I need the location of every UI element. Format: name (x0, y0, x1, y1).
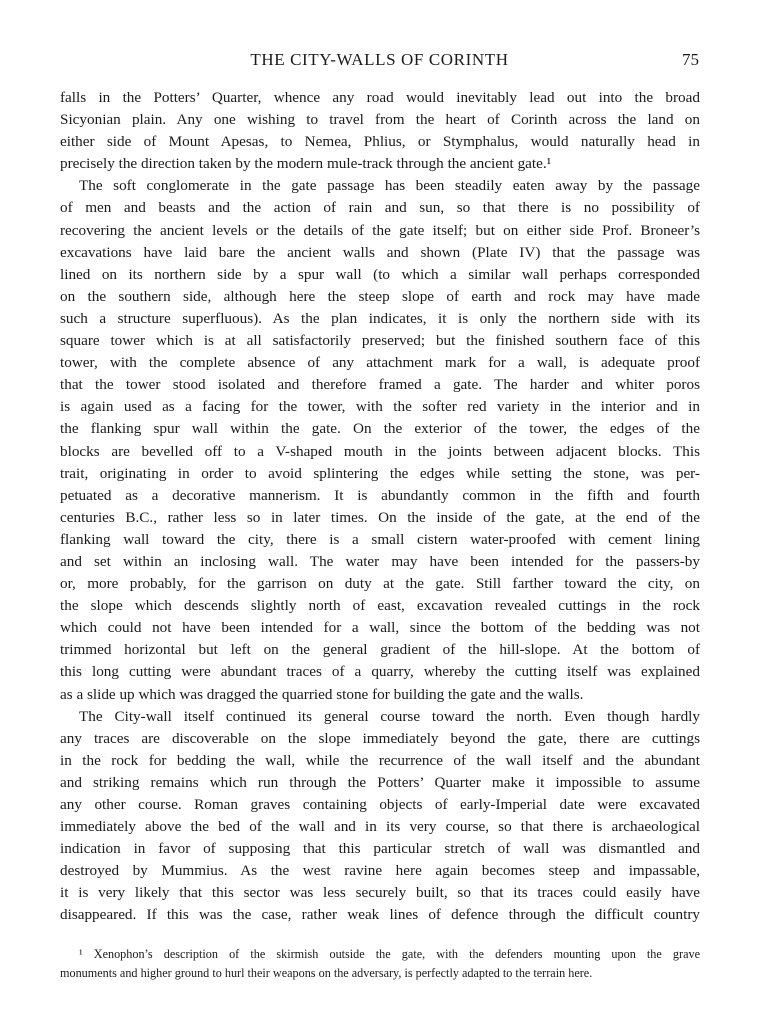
text-line: lined on its northern side by a spur wall (to which a similar wall perhaps corresponded (60, 265, 700, 283)
footnotes (60, 945, 700, 983)
text-line: flanking wall toward the city, there is a small cistern water-proofed with cement lining (60, 530, 700, 548)
text-line: of men and beasts and the action of rain and sun, so that there is no possibility of (60, 199, 700, 217)
text-line: as a slide up which was dragged the quarried stone for building the gate and the walls. (60, 685, 584, 703)
text-line: is again used as a facing for the tower, with the softer red variety in the interior and in (60, 398, 700, 416)
text-line: precisely the direction taken by the modern mule-track through the ancient gate.¹ (60, 155, 552, 173)
text-line: disappeared. If this was the case, rather weak lines of defence through the difficult country (60, 906, 700, 924)
text-line: destroyed by Mummius. As the west ravine here again becomes steep and impassable, (60, 862, 700, 880)
page-number: 75 (682, 50, 699, 69)
text-line: it is very likely that this sector was less securely built, so that its traces could easily have (60, 884, 700, 902)
footnote-line: monuments and higher ground to hurl their weapons on the adversary, is perfectly adapted to the terrain here. (60, 966, 593, 980)
text-line: trimmed horizontal but left on the general gradient of the hill-slope. At the bottom of (60, 641, 700, 659)
text-line: the flanking spur wall within the gate. On the exterior of the tower, the edges of the (60, 420, 700, 438)
text-line: recovering the ancient levels or the details of the gate itself; but on either side Prof. Broneer’s (60, 221, 700, 239)
text-line: and striking remains which run through the Potters’ Quarter make it impossible to assume (60, 773, 700, 791)
body-text (60, 87, 700, 927)
text-line: the slope which descends slightly north of east, excavation revealed cuttings in the rock (60, 597, 700, 615)
text-line: indication in favor of supposing that this particular stretch of wall was dismantled and (60, 840, 700, 858)
text-line: such a structure superfluous). As the plan indicates, it is only the northern side with its (60, 309, 700, 327)
text-line: any other course. Roman graves containing objects of early-Imperial date were excavated (60, 796, 700, 813)
text-line: tower, with the complete absence of any attachment mark for a wall, is adequate proof (60, 354, 700, 372)
text-line: in the rock for bedding the wall, while the recurrence of the wall itself and the abundant (60, 751, 700, 769)
page-header (60, 50, 699, 74)
text-line: and set within an inclosing wall. The water may have been intended for the passers-by (60, 552, 700, 570)
text-line: which could not have been intended for a wall, since the bottom of the bedding was not (60, 619, 700, 637)
text-line: The soft conglomerate in the gate passage has been steadily eaten away by the passage (79, 177, 700, 195)
footnote-line: ¹ Xenophon’s description of the skirmish outside the gate, with the defenders mounting upon the grave (79, 947, 700, 961)
text-line: this long cutting were abundant traces of a quarry, whereby the cutting itself was explained (60, 663, 700, 681)
text-line: centuries B.C., rather less so in later times. On the inside of the gate, at the end of the (60, 508, 700, 526)
text-line: immediately above the bed of the wall and in its very course, so that there is archaeological (60, 818, 700, 836)
text-line: petuated as a decorative mannerism. It is abundantly common in the fifth and fourth (60, 486, 700, 504)
text-line: or, more probably, for the garrison on duty at the gate. Still farther toward the city, on (60, 575, 700, 593)
text-line: excavations have laid bare the ancient walls and shown (Plate IV) that the passage was (60, 243, 700, 261)
text-line: square tower which is at all satisfactorily preserved; but the finished southern face of this (60, 332, 700, 350)
text-line: falls in the Potters’ Quarter, whence any road would inevitably lead out into the broad (60, 89, 700, 106)
text-line: trait, originating in order to avoid splintering the edges while setting the stone, was per- (60, 464, 700, 482)
text-line: that the tower stood isolated and therefore framed a gate. The harder and whiter poros (60, 376, 700, 394)
text-line: Sicyonian plain. Any one wishing to travel from the heart of Corinth across the land on (60, 111, 700, 129)
running-title: THE CITY-WALLS OF CORINTH (250, 50, 509, 69)
text-line: The City-wall itself continued its general course toward the north. Even though hardly (79, 707, 700, 725)
text-line: on the southern side, although here the steep slope of earth and rock may have made (60, 287, 700, 305)
text-line: any traces are discoverable on the slope immediately beyond the gate, there are cuttings (60, 729, 700, 747)
text-line: either side of Mount Apesas, to Nemea, Phlius, or Stymphalus, would naturally head in (60, 133, 700, 151)
text-line: blocks are bevelled off to a V-shaped mouth in the joints between adjacent blocks. This (60, 442, 700, 460)
